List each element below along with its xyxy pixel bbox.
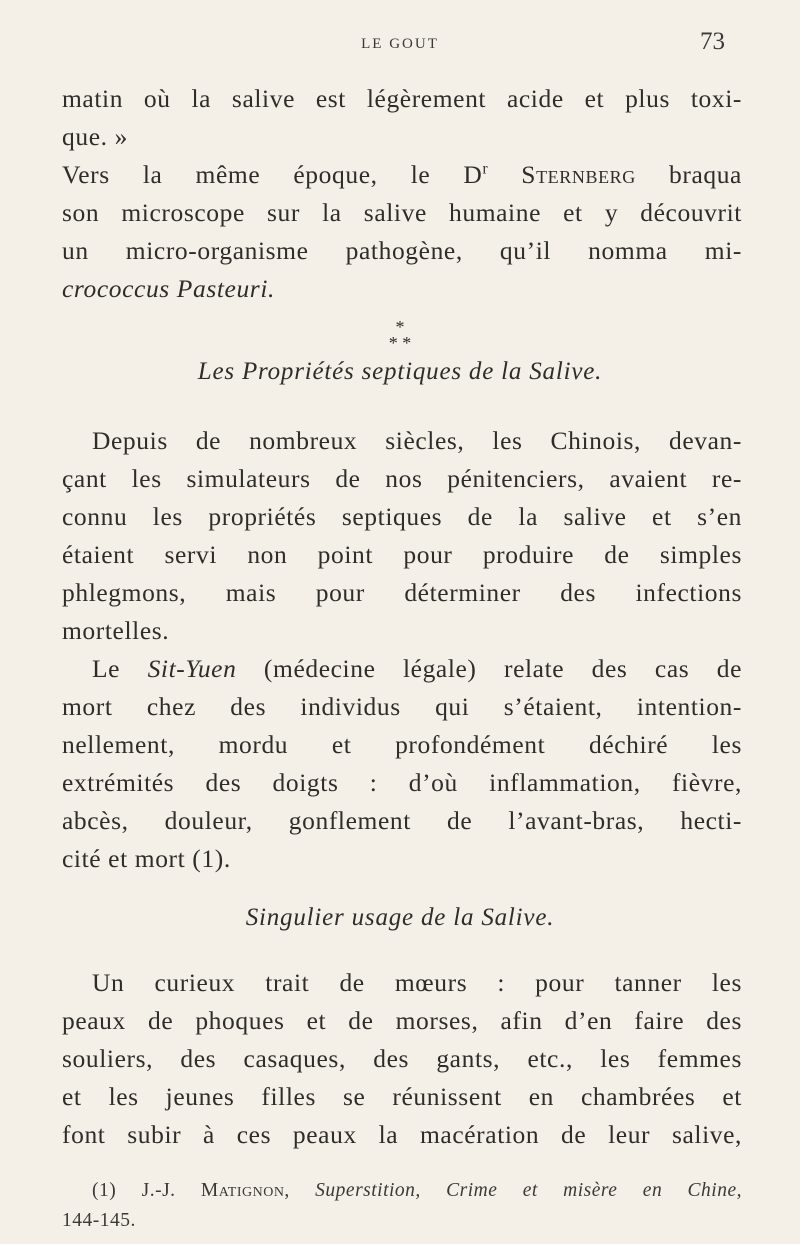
text-line: mort chez des individus qui s’étaient, intention- bbox=[62, 692, 742, 721]
superscript: r bbox=[482, 160, 489, 178]
page-number: 73 bbox=[700, 28, 725, 55]
paragraph-continuation bbox=[62, 80, 742, 156]
paragraph-chinois bbox=[62, 422, 742, 650]
text-line: mortelles. bbox=[62, 616, 170, 645]
text-fragment: braqua bbox=[669, 160, 742, 189]
person-name: Sternberg bbox=[521, 160, 636, 189]
text-fragment: (médecine légale) relate des cas de bbox=[263, 654, 742, 683]
running-title: LE GOUT bbox=[361, 36, 439, 52]
footnote bbox=[62, 1176, 742, 1236]
text-line: peaux de phoques et de morses, afin d’en faire des bbox=[62, 1006, 742, 1035]
text-line: Un curieux trait de mœurs : pour tanner les bbox=[92, 968, 742, 997]
text-fragment: Vers la même époque, le D bbox=[62, 160, 483, 189]
work-title: Sit-Yuen bbox=[147, 654, 237, 683]
footnote-title: Superstition, Crime et misère en Chine, bbox=[315, 1180, 743, 1201]
text-line bbox=[62, 650, 742, 688]
text-line: nellement, mordu et profondément déchiré les bbox=[62, 730, 742, 759]
footnote-line bbox=[62, 1176, 742, 1206]
paragraph-sit-yuen bbox=[62, 650, 742, 878]
text-line: un micro-organisme pathogène, qu’il nomma mi- bbox=[62, 236, 742, 265]
footnote-author: J.-J. Matignon, bbox=[141, 1180, 290, 1201]
footnote-marker: (1) bbox=[92, 1180, 117, 1201]
text-line: cité et mort (1). bbox=[62, 844, 231, 873]
section-heading: Singulier usage de la Salive. bbox=[245, 904, 555, 931]
paragraph-usage bbox=[62, 964, 742, 1154]
text-line: matin où la salive est légèrement acide et plus toxi- bbox=[62, 84, 742, 113]
paragraph-sternberg bbox=[62, 156, 742, 308]
text-line bbox=[62, 156, 742, 194]
text-line: souliers, des casaques, des gants, etc., les femmes bbox=[62, 1044, 742, 1073]
text-line: çant les simulateurs de nos pénitenciers, avaient re- bbox=[62, 464, 742, 493]
text-line: Depuis de nombreux siècles, les Chinois, devan- bbox=[92, 426, 742, 455]
footnote-pages: 144-145. bbox=[62, 1210, 136, 1231]
asterism-top: * bbox=[395, 317, 405, 337]
text-line: connu les propriétés septiques de la salive et s’en bbox=[62, 502, 742, 531]
asterism-bottom: * * bbox=[388, 333, 412, 353]
text-line: étaient servi non point pour produire de simples bbox=[62, 540, 742, 569]
text-line: font subir à ces peaux la macération de leur salive, bbox=[62, 1120, 742, 1149]
text-line: que. » bbox=[62, 122, 128, 151]
section-heading: Les Propriétés septiques de la Salive. bbox=[197, 358, 603, 385]
text-line: extrémités des doigts : d’où inflammation, fièvre, bbox=[62, 768, 742, 797]
text-line: et les jeunes filles se réunissent en chambrées et bbox=[62, 1082, 742, 1111]
text-line: crococcus Pasteuri. bbox=[62, 274, 275, 303]
text-line: phlegmons, mais pour déterminer des infections bbox=[62, 578, 742, 607]
text-fragment: Le bbox=[92, 654, 121, 683]
text-line: abcès, douleur, gonflement de l’avant-bras, hecti- bbox=[62, 806, 742, 835]
text-line: son microscope sur la salive humaine et y découvrit bbox=[62, 198, 742, 227]
